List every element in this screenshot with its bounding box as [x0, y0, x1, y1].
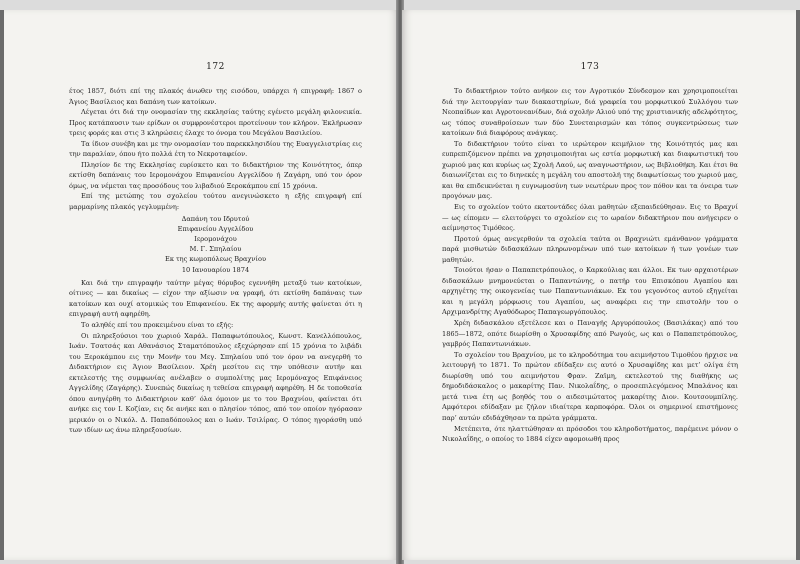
inscription-block — [69, 214, 362, 275]
paragraph: Το διδακτήριον τούτο είναι το ιερώτερον κειμήλιον της Κοινότητός μας και ευπρεπιζόμενον πρέπει να χρησιμοποιήται ως εστία μορφωτική και διαφωτιστική του χωριού μας και κυρίως ως Σχολή Λαού, ως αναγνωστήριον, ως Βιβλιοθήκη. Και έτσι θα διαιωνίζεται εις το διηνεκές η μεγάλη του αποστολή της διαφωτίσεως του χωριού μας, και θα επιδεικνύεται η ευγνωμοσύνη των νεωτέρων προς τον πόθον και τα όνειρα των προγόνων μας. — [442, 139, 738, 201]
paragraph: Επί της μετώπης του σχολείου τούτου ανεγινώσκετο η εξής επιγραφή επί μαρμαρίνης πλακός γεγλυμμένη: — [69, 192, 362, 212]
paragraph: Χρέη διδασκάλου εξετέλεσε και ο Παναγής Αργυρόπουλος (Βασιλάκας) από του 1865—1872, οπότε διωρίσθη ο Χρυσαφίδης από Ρωγούς, ως και ο Παπαπετρόπουλος, γαμβρός Παπαντωνιάκων. — [442, 319, 738, 349]
inscription-line: Δαπάνη του Ιδρυτού — [181, 214, 250, 223]
right-page-text — [442, 86, 738, 445]
paragraph: Το διδακτήριον τούτο ανήκον εις τον Αγροτικόν Σύνδεσμον και χρησιμοποιείται διά την λειτουργίαν των διακαστηρίων, διά γραφεία του μορφωτικού Συλλόγου των Νεοπαίδων και Αγροτονεανίδων, διά σχολήν Αλιού υπό της χριστιανικής αδελφότητος, ως τόπος συναθροίσεων των δύο Συνεταιρισμών και τόπος συγκεντρώσεως των κατοίκων διά διαφόρους ανάγκας. — [442, 87, 738, 138]
paragraph: Το αληθές επί του προκειμένου είναι το εξής: — [81, 320, 234, 329]
paragraph: Το σχολείον του Βραχνίου, με το κληροδότημα του αειμνήστου Τιμοθέου ήρχισε να λειτουργή το 1871. Το πρώτον εδίδαξεν εις αυτό ο Χρυσαφίδης και μετ’ ολίγα έτη διωρίσθη υπό του αειμνήστου Φραν. Ζαϊμη, εκτελεστού της διαθήκης ως δημοδιδάσκαλος ο μακαρίτης Παν. Νικολαΐδης, ο προσεπιλεγόμενος Μπαλάνος και μετά τινα έτη ως βοηθός του ο αιδεσιμώτατος μακαρίτης Διον. Κουτσουμπίλης. Αμφότεροι εδίδαξαν με ζήλον ιδιαίτερα καρποφόρα. Όλοι οι σημερινοί επιστήμονες παρ’ αυτών εδιδάχθησαν τα πρώτα γράμματα. — [442, 350, 738, 422]
inscription-line: Μ. Γ. Σπηλαίου — [189, 245, 242, 254]
paragraph: Οι πληρεξούσιοι του χωριού Χαράλ. Παπαφωτόπουλος, Κωνστ. Κανελλόπουλος, Ιωάν. Τσατσάς και Αθανάσιος Σταματόπουλος εξεχώρησαν επί 15 χρόνια το λιβάδι του Ξεροκάμπου εις την Μονήν του Μεγ. Σπηλαίου υπό τον όρον να ανεγερθή το Διδακτήριον εις Άγιον Βασίλειον. Χρέη μεσίτου εις την υπόθεσιν αυτήν και εκτελεστής της συμφωνίας ανέλαβεν ο συμπολίτης μας Ιερομόναχος Επιφάνειος Αγγελίδης (Ζαγάρης). Συνεπώς δικαίως η τεθείσα επιγραφή αφηρέθη. Η δε τοποθεσία όπου ανηγέρθη το Διδακτήριον καθ’ όλα όμοιον με το του Βραχνίου, φαίνεται ότι ανήκε εις τον Ι. Κοζίαν, εις δε ανήκε και ο πλησίον τόπος, από τον οποίον ηγόρασαν μερικόν οι ο Νικόλ. Δ. Παπαδόπουλος και ο Ιωάν. Τσιλίρας. Ο τόπος ηγοράσθη υπό των ιδίων ως άνω πληρεξουσίων. — [69, 331, 362, 435]
right-scan-edge — [796, 10, 800, 560]
paragraph: Πλησίον δε της Εκκλησίας ευρίσκετο και το διδακτήριον της Κοινότητος, όπερ εκτίσθη δαπάναις του Ιερομονάχου Επιφανείου Αγγελίδου ή Ζαγάρη, υπό τον όρον όμως, να νέμεται τας προσόδους του λιβαδιού Ξεροκάμπου επί 15 χρόνια. — [69, 160, 362, 190]
page-number-right: 173 — [580, 62, 600, 72]
left-page-text — [69, 86, 362, 436]
paragraph: έτος 1857, διότι επί της πλακός άνωθεν της εισόδου, υπάρχει ή επιγραφή: 1867 ο Άγιος Βασίλειος και δαπάνη των κατοίκων. — [69, 87, 362, 106]
paragraph: Τοιούτοι ήσαν ο Παπαπετρόπουλος, ο Καρκούλιας και άλλοι. Εκ των αρχαιοτέρων διδασκάλων μνημονεύεται ο Παπαντώνης, ο πατήρ του Επισκόπου Αγαπίου και αρχηγέτης της οικογενείας των Παπαντωνιάκων. Εκ του γεγονότος αυτού εξηγείται και η μεγάλη μόρφωσις του Αγαπίου, ως αναφέρει εις την επιστολήν του ο Αρχιμανδρίτης Αγαθόδωρος Παπαγεωργόπουλος. — [442, 266, 738, 317]
paragraph: Λέγεται ότι διά την ονομασίαν της εκκλησίας ταύτης εγένετο μεγάλη φιλονεικία. Προς κατάπαυσιν των ερίδων οι συμφρονέστεροι προτείνουν τον κλήρον. Έκλήρωσαν τρεις φοράς και στις 3 κληρώσεις έλαχε το όνομα του Μεγάλου Βασιλείου. — [69, 108, 362, 138]
paragraph: Εις το σχολείον τούτο εκατοντάδες όλαι μαθητών εξεπαιδεύθησαν. Εις το Βραχνί — ως είπομεν — ελειτούργει το σχολείον εις το ωραίον διδακτήριον που ανήγειρεν ο αείμνηστος Τιμόθεος. — [442, 203, 738, 233]
paragraph: Και διά την επιγραφήν ταύτην μέγας θόρυβος εγεννήθη μεταξύ των κατοίκων, οίτινες — και δικαίως — είχον την αξίωσιν να γραφή, ότι εκτίσθη δαπάναις των κατοίκων και ουχί ατομικώς του Επιφανείου. Εκ της αφορμής αυτής φαίνεται ότι η επιγραφή αυτή αφηρέθη. — [69, 278, 362, 319]
paragraph: Μετέπειτα, ότε ηλαττώθησαν αι πρόσοδοι του κληροδοτήματος, παρέμεινε μόνον ο Νικολαΐδης, ο οποίος το 1884 είχεν αφομοιωθή προς — [442, 424, 738, 444]
inscription-line: Εκ της κωμοπόλεως Βραχνίου — [165, 255, 266, 264]
right-page — [402, 10, 800, 560]
paragraph: Τα ίδιον συνέβη και με την ονομασίαν του παρεκκλησιδίου της Ευαγγελιστρίας εις την παραλίαν, όπου ήτο πολλά έτη το Νεκροταφείον. — [69, 139, 362, 159]
page-number-left: 172 — [206, 62, 225, 72]
left-page — [0, 10, 398, 560]
inscription-line: Επιφανείου Αγγελίδου — [177, 224, 254, 233]
left-scan-edge — [0, 10, 4, 560]
paragraph: Προτού όμως ανεγερθούν τα σχολεία ταύτα οι Βραχνιώτι εμάνθανον γράμματα παρά μισθωτών διδασκάλων πληρωνομένων υπό των κατοίκων ή των γονέων των μαθητών. — [442, 234, 738, 264]
inscription-line: Ιερομονάχου — [194, 234, 237, 243]
inscription-line: 10 Ιανουαρίου 1874 — [181, 265, 250, 274]
